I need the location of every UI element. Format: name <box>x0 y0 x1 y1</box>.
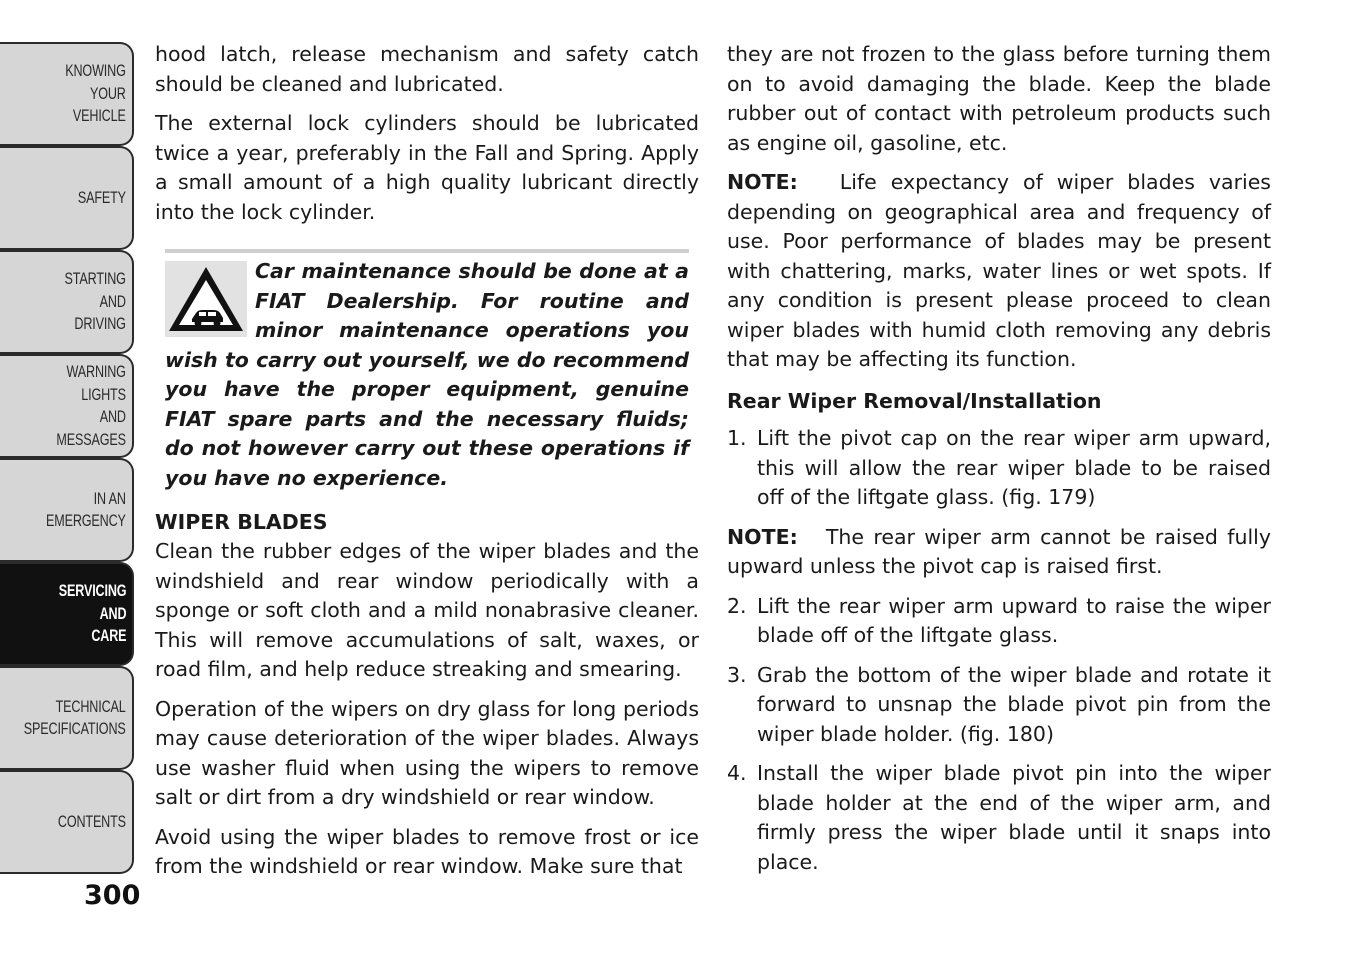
note-text: The rear wiper arm cannot be raised fully upward unless the pivot cap is raised first. <box>727 524 1271 578</box>
paragraph: The external lock cylinders should be lubricated twice a year, preferably in the Fall and Spring. Apply a small amount of a high quality lubricant directly into the lock cylinder. <box>155 111 699 224</box>
tab-starting-and-driving[interactable] <box>0 250 134 354</box>
tab-in-an-emergency[interactable] <box>0 458 134 562</box>
note <box>727 168 1271 375</box>
tab-label: TECHNICAL SPECIFICATIONS <box>24 696 126 738</box>
tab-label: SAFETY <box>77 187 126 207</box>
paragraph: they are not frozen to the glass before turning them on to avoid damaging the blade. Keep the blade rubber out of contact with petroleum products such as engine oil, gasoline, etc. <box>727 42 1271 155</box>
list-item <box>727 424 1271 513</box>
note <box>727 523 1271 582</box>
paragraph: Avoid using the wiper blades to remove frost or ice from the windshield or rear window. Make sure that <box>155 824 699 878</box>
section-heading: WIPER BLADES <box>155 510 328 534</box>
list-text: Lift the rear wiper arm upward to raise the wiper blade off of the liftgate glass. <box>757 593 1271 647</box>
page-number: 300 <box>84 880 141 911</box>
subheading: Rear Wiper Removal/Installation <box>727 388 1102 413</box>
tab-label: SERVICING AND CARE <box>58 581 126 646</box>
paragraph: Clean the rubber edges of the wiper blades and the windshield and rear window periodically with a sponge or soft cloth and a mild nonabrasive cleaner. This will remove accumulations of salt, waxes, or road film, and help reduce streaking and smearing. <box>155 539 699 681</box>
tab-label: WARNING LIGHTS AND MESSAGES <box>56 362 126 449</box>
note-label: NOTE: <box>727 170 798 194</box>
warning-text: Car maintenance should be done at a FIAT Dealership. For routine and minor maintenance operations you wish to carry out yourself, we do recommend you have the proper equipment, genuine FIAT spare parts and the necessary fluids; do not however carry out these operations if you have no experience. <box>165 259 689 490</box>
paragraph: Operation of the wipers on dry glass for long periods may cause deterioration of the wiper blades. Always use washer fluid when using the wipers to remove salt or dirt from a dry windshield or rear window. <box>155 696 699 809</box>
tab-servicing-and-care[interactable] <box>0 562 134 666</box>
list-number: 3. <box>727 662 747 687</box>
list-item <box>727 661 1271 750</box>
list-number: 1. <box>727 426 747 450</box>
tab-label: KNOWING YOUR VEHICLE <box>65 61 126 126</box>
list-number: 4. <box>727 761 747 785</box>
list-text: Install the wiper blade pivot pin into the wiper blade holder at the end of the wiper arm, and firmly press the wiper blade until it snaps into place. <box>757 761 1271 874</box>
list-text: Lift the pivot cap on the rear wiper arm upward, this will allow the rear wiper blade to be raised off of the liftgate glass. (fig. 179) <box>757 426 1271 509</box>
tab-warning-lights-and-messages[interactable] <box>0 354 134 458</box>
list-number: 2. <box>727 593 747 618</box>
left-column <box>155 40 699 892</box>
tab-knowing-your-vehicle[interactable] <box>0 42 134 146</box>
right-column <box>727 40 1271 887</box>
tab-safety[interactable] <box>0 146 134 250</box>
tab-label: CONTENTS <box>57 811 126 831</box>
warning-car-icon <box>165 261 247 337</box>
steps-list <box>727 592 1271 878</box>
paragraph: hood latch, release mechanism and safety catch should be cleaned and lubricated. <box>155 42 699 96</box>
tab-technical-specifications[interactable] <box>0 666 134 770</box>
warning-box <box>165 249 689 493</box>
note-label: NOTE: <box>727 524 798 549</box>
list-item <box>727 592 1271 651</box>
list-item <box>727 759 1271 877</box>
tab-label: IN AN EMERGENCY <box>46 488 126 530</box>
tab-contents[interactable] <box>0 770 134 874</box>
list-text: Grab the bottom of the wiper blade and rotate it forward to unsnap the blade pivot pin from the wiper blade holder. (fig. 180) <box>757 662 1271 746</box>
tab-label: STARTING AND DRIVING <box>64 269 126 334</box>
steps-list <box>727 424 1271 513</box>
note-text: Life expectancy of wiper blades varies depending on geographical area and frequency of use. Poor performance of blades may be present with chattering, marks, water lines or wet spots. If any condition is present please proceed to clean wiper blades with humid cloth removing any debris that may be affecting its function. <box>727 170 1271 371</box>
